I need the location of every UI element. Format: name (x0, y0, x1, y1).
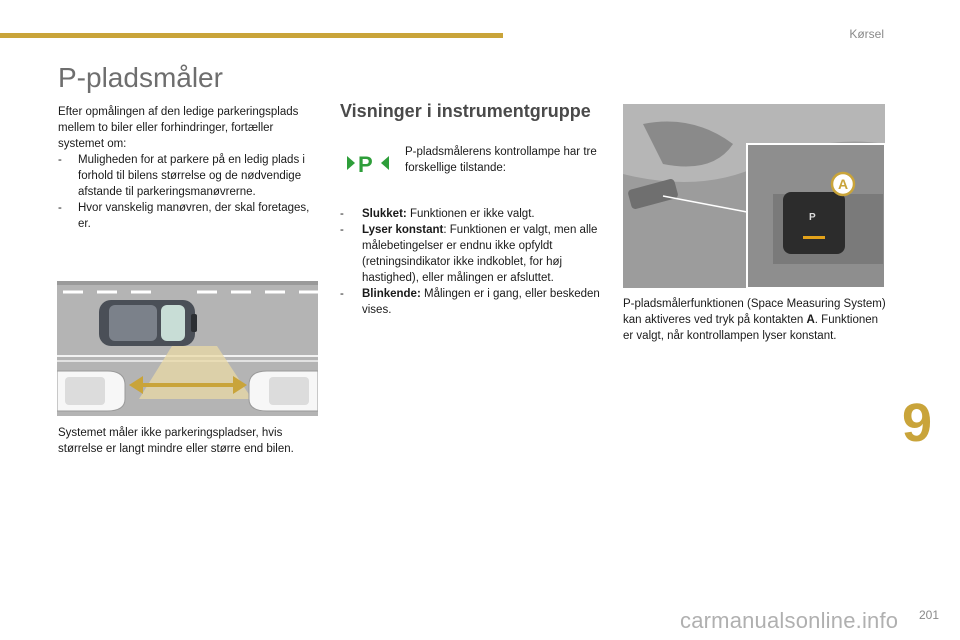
parked-car-right (249, 371, 318, 411)
moving-car (99, 300, 197, 346)
lamp-description: P-pladsmålerens kontrollampe har tre forskellige tilstande: (405, 146, 597, 174)
lamp-state: - Blinkende: Målingen er i gang, eller beskeden vises. (340, 288, 600, 316)
parked-car-left (57, 371, 125, 411)
section-heading: Visninger i instrumentgruppe (340, 101, 591, 121)
intro-bullet: - Muligheden for at parkere på en ledig plads i forhold til bilens størrelse og de nødvendige afstande til parkeringsmanøvrerne. (58, 154, 305, 198)
lamp-states-list (340, 206, 602, 318)
parking-diagram (57, 281, 318, 416)
svg-text:P: P (358, 152, 373, 175)
dashboard-switch-photo (623, 104, 885, 288)
lamp-state: - Slukket: Funktionen er ikke valgt. (340, 208, 535, 220)
watermark: carmanualsonline.info (680, 608, 899, 633)
page-title: P-pladsmåler (58, 62, 223, 93)
parking-sensor-lamp-icon (347, 151, 391, 175)
intro-column (58, 104, 320, 232)
header-accent-bar (0, 33, 503, 38)
chapter-number: 9 (902, 393, 933, 453)
switch-description: P-pladsmålerfunktionen (Space Measuring System) kan aktiveres ved tryk på kontakten A. Funktionen er valgt, når kontrollampen lyser konstant. (623, 298, 886, 342)
photo-label-a: A (838, 176, 849, 192)
section-name: Kørsel (849, 27, 884, 41)
svg-text:P: P (809, 212, 816, 223)
page-number: 201 (918, 608, 939, 622)
diagram-caption: Systemet måler ikke parkeringspladser, hvis størrelse er langt mindre eller større end bilen. (58, 427, 294, 455)
lamp-state: - Lyser konstant: Funktionen er valgt, men alle målebetingelser er endnu ikke opfyldt (retningsindikator ikke indkoblet, for høj hastighed), eller målingen er afsluttet. (340, 224, 598, 284)
intro-paragraph: Efter opmålingen af den ledige parkeringsplads mellem to biler eller forhindringer, fortæller systemet om: (58, 106, 299, 150)
intro-bullet: - Hvor vanskelig manøvren, der skal foretages, er. (58, 202, 310, 230)
